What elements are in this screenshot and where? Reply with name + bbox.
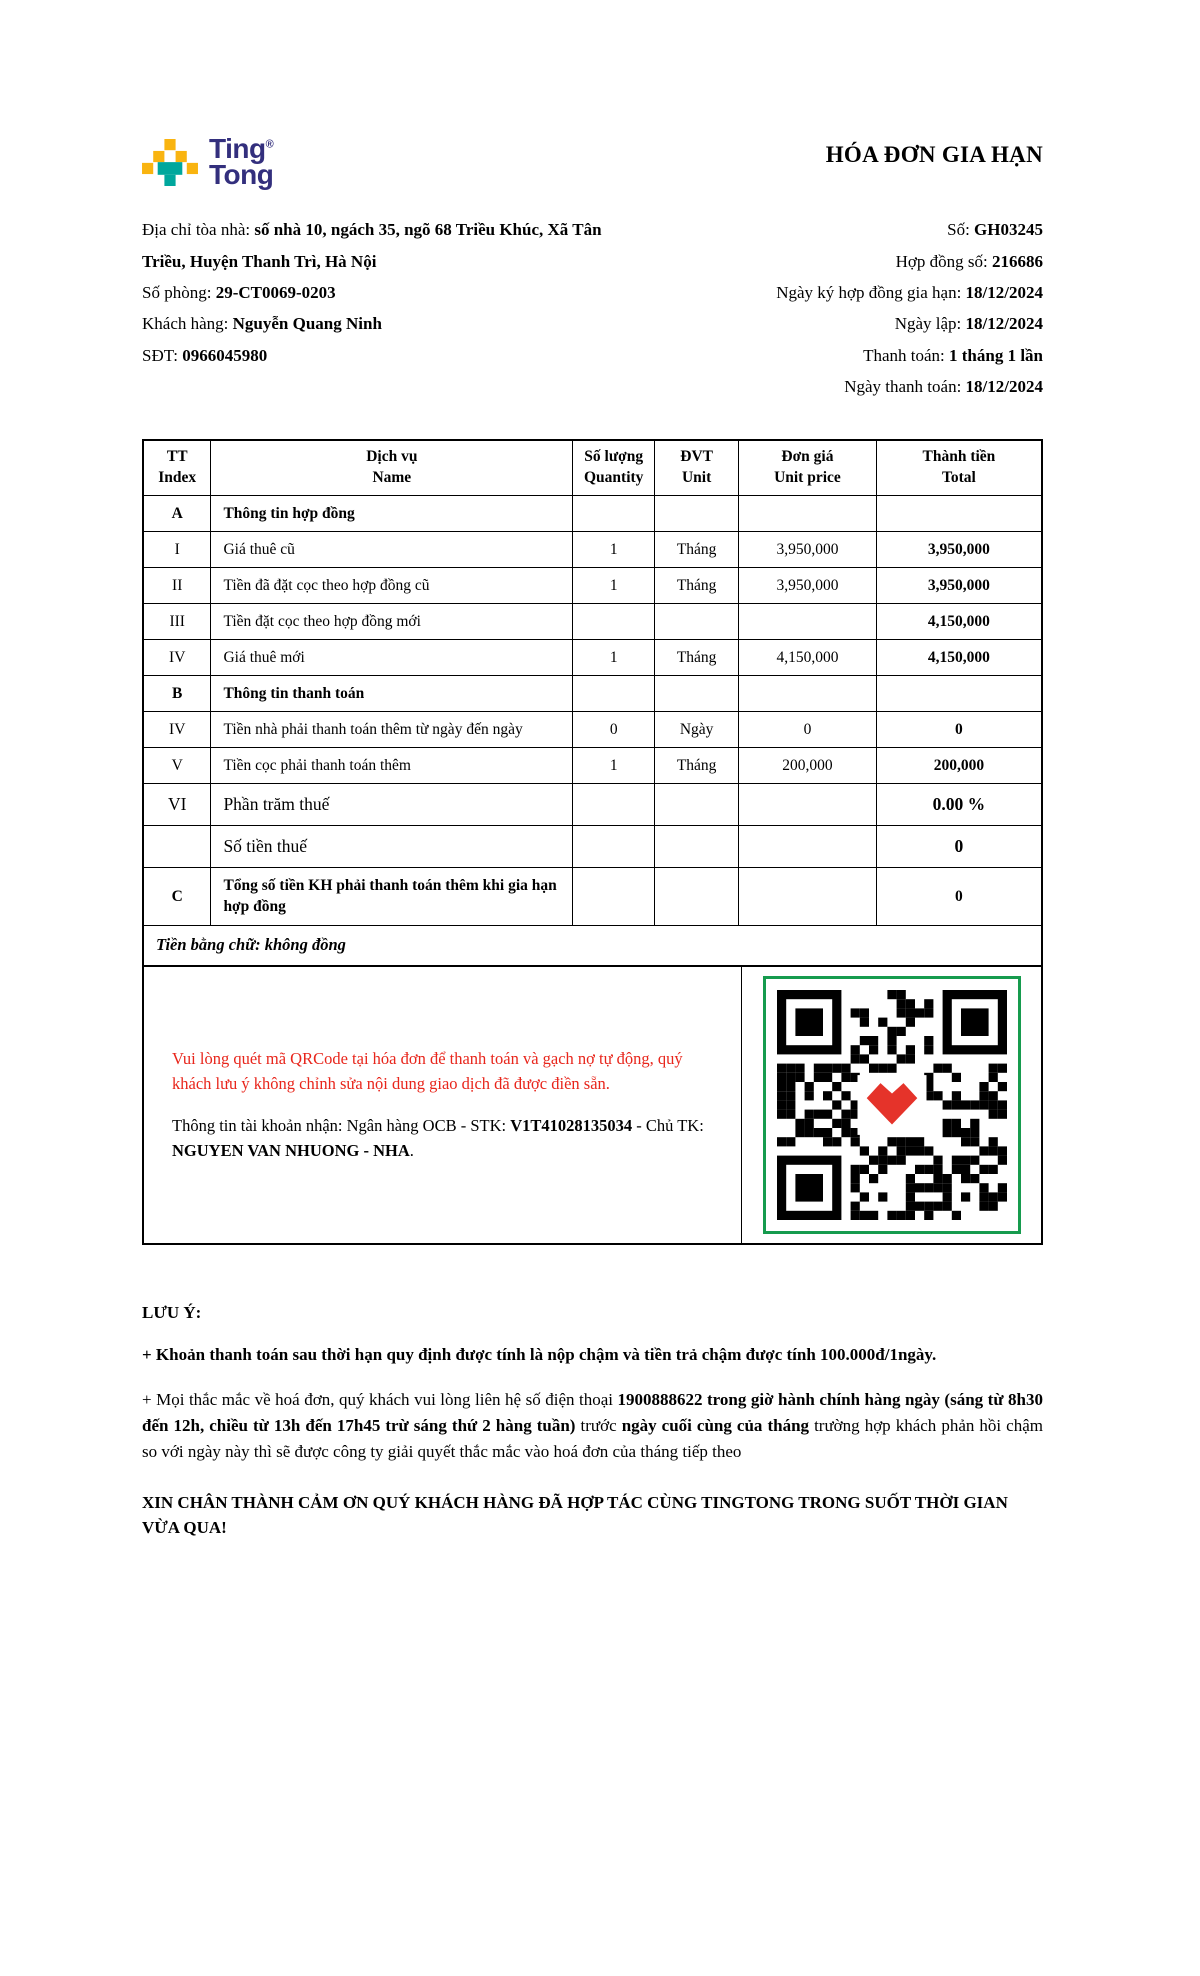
- amount-in-words: Tiền bằng chữ: không đồng: [143, 926, 1042, 966]
- tingtong-logo: [142, 133, 274, 191]
- amount-in-words-row: [143, 926, 1042, 966]
- payment-qr-code: [777, 990, 1007, 1220]
- qr-payment-box: [142, 967, 1043, 1245]
- info-left-column: [142, 214, 642, 403]
- info-right-column: [776, 214, 1043, 403]
- table-row-section-b: B Thông tin thanh toán: [143, 676, 1042, 712]
- account-holder: NGUYEN VAN NHUONG - NHA: [172, 1141, 410, 1161]
- table-row: I Giá thuê cũ 1 Tháng 3,950,000 3,950,000: [143, 532, 1042, 568]
- qr-code-frame: [763, 976, 1021, 1234]
- thank-you-message: XIN CHÂN THÀNH CẢM ƠN QUÝ KHÁCH HÀNG ĐÃ HỢP TÁC CÙNG TINGTONG TRONG SUỐT THỜI GIAN VỪA QUA!: [142, 1492, 1008, 1538]
- table-row: III Tiền đặt cọc theo hợp đồng mới 4,150,000: [143, 604, 1042, 640]
- table-row: IV Tiền nhà phải thanh toán thêm từ ngày đến ngày 0 Ngày 0 0: [143, 712, 1042, 748]
- table-row: V Tiền cọc phải thanh toán thêm 1 Tháng 200,000 200,000: [143, 748, 1042, 784]
- hotline-note: + Mọi thắc mắc về hoá đơn, quý khách vui lòng liên hệ số điện thoại 1900888622 trong giờ hành chính hàng ngày (sáng từ 8h30 đến 12h, chiều từ 13h đến 17h45 trừ sáng thứ 2 hàng tuần) trước ngày cuối cùng của tháng trường hợp khách phản hồi chậm so với ngày này thì sẽ được công ty giải quyết thắc mắc vào hoá đơn của tháng tiếp theo: [142, 1389, 1043, 1462]
- late-payment-note: + Khoản thanh toán sau thời hạn quy định được tính là nộp chậm và tiền trả chậm được tính 100.000đ/1ngày.: [142, 1344, 937, 1364]
- invoice-header: [142, 133, 1043, 191]
- invoice-table: [142, 439, 1043, 967]
- hotline-number: 1900888622 trong giờ hành chính hàng ngày (sáng từ 8h30 đến 12h, chiều từ 13h đến 17h45 trừ sáng thứ 2 hàng tuần): [142, 1389, 1043, 1436]
- table-row-grand-total: C Tổng số tiền KH phải thanh toán thêm khi gia hạn hợp đồng 0: [143, 868, 1042, 926]
- tingtong-pixel-arrow-icon: [142, 139, 198, 186]
- table-row: II Tiền đã đặt cọc theo hợp đồng cũ 1 Tháng 3,950,000 3,950,000: [143, 568, 1042, 604]
- tingtong-logo-text: [209, 133, 274, 191]
- table-header-row: [143, 440, 1042, 496]
- header-unit-price: Đơn giá Unit price: [739, 440, 877, 496]
- header-index: TT Index: [143, 440, 211, 496]
- invoice-footer: [142, 1303, 1043, 1541]
- header-unit: ĐVT Unit: [655, 440, 739, 496]
- issue-date: Ngày lập: 18/12/2024: [894, 314, 1043, 334]
- contract-number: Hợp đồng số: 216686: [895, 251, 1043, 271]
- table-row-tax-percent: VI Phần trăm thuế 0.00 %: [143, 784, 1042, 826]
- room-number: Số phòng: 29-CT0069-0203: [142, 282, 336, 302]
- registered-mark: ®: [265, 138, 274, 151]
- header-name: Dịch vụ Name: [211, 440, 573, 496]
- qr-code-cell: [742, 967, 1041, 1243]
- invoice-info: [142, 214, 1043, 403]
- header-total: Thành tiền Total: [876, 440, 1042, 496]
- table-row: IV Giá thuê mới 1 Tháng 4,150,000 4,150,000: [143, 640, 1042, 676]
- account-info: Thông tin tài khoản nhận: Ngân hàng OCB - STK: V1T41028135034 - Chủ TK: NGUYEN VAN NHUONG - NHA.: [172, 1115, 704, 1161]
- renewal-sign-date: Ngày ký hợp đồng gia hạn: 18/12/2024: [776, 282, 1043, 302]
- invoice-number: Số: GH03245: [947, 220, 1043, 240]
- notes-heading: LƯU Ý:: [142, 1302, 202, 1322]
- qr-instructions: [144, 967, 742, 1243]
- page-title: HÓA ĐƠN GIA HẠN: [825, 142, 1043, 167]
- table-row-section-a: A Thông tin hợp đồng: [143, 496, 1042, 532]
- building-address: Địa chỉ tòa nhà: số nhà 10, ngách 35, ngõ 68 Triều Khúc, Xã Tân Triều, Huyện Thanh Trì, Hà Nội: [142, 220, 602, 271]
- payment-date: Ngày thanh toán: 18/12/2024: [844, 377, 1043, 397]
- header-quantity: Số lượng Quantity: [573, 440, 655, 496]
- customer-name: Khách hàng: Nguyễn Quang Ninh: [142, 314, 382, 334]
- account-number: V1T41028135034: [510, 1115, 633, 1135]
- logo-line2: Tong: [209, 159, 274, 191]
- table-row-tax-amount: Số tiền thuế 0: [143, 826, 1042, 868]
- customer-phone: SĐT: 0966045980: [142, 345, 268, 365]
- payment-frequency: Thanh toán: 1 tháng 1 lần: [863, 345, 1043, 365]
- logo-line1: Ting: [209, 133, 266, 164]
- qr-warning-text: Vui lòng quét mã QRCode tại hóa đơn để thanh toán và gạch nợ tự động, quý khách lưu ý không chỉnh sửa nội dung giao dịch đã được điền sẵn.: [172, 1048, 683, 1094]
